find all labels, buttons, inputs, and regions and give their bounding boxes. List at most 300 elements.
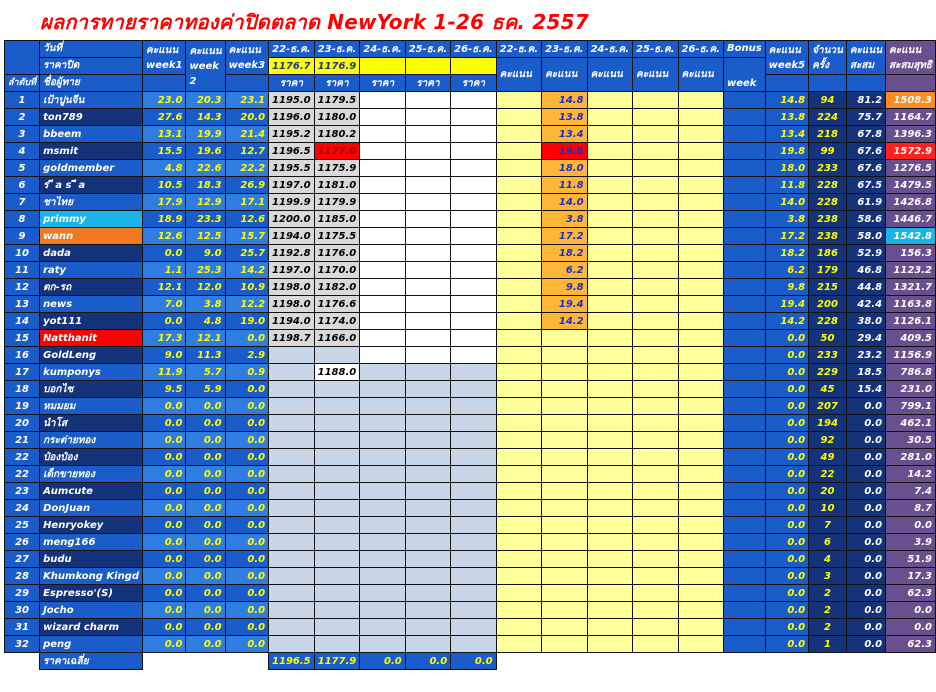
score-cell-5 xyxy=(678,330,723,347)
week2-cell: 0.0 xyxy=(186,466,225,483)
score-cell-4 xyxy=(633,381,678,398)
net-total-cell: 281.0 xyxy=(886,449,936,466)
score-cell-4 xyxy=(633,500,678,517)
header-close-price: ราคาปิด xyxy=(40,58,143,75)
week1-cell: 9.0 xyxy=(143,347,186,364)
week1-cell: 0.0 xyxy=(143,466,186,483)
score-cell-3 xyxy=(587,636,632,653)
score-cell-3 xyxy=(587,109,632,126)
price-cell-3 xyxy=(360,585,405,602)
accumulated-cell: 44.8 xyxy=(846,279,885,296)
accumulated-cell: 0.0 xyxy=(846,517,885,534)
net-total-cell: 1156.9 xyxy=(886,347,936,364)
score-cell-4 xyxy=(633,194,678,211)
accumulated-cell: 0.0 xyxy=(846,551,885,568)
week3-cell: 19.0 xyxy=(225,313,268,330)
score-cell-2: 13.4 xyxy=(542,126,587,143)
table-row xyxy=(5,109,936,126)
name-cell: เด็กขายทอง xyxy=(40,466,143,483)
net-total-cell: 51.9 xyxy=(886,551,936,568)
header-score-date-4: 25-ธ.ค. xyxy=(633,41,678,58)
score-cell-2 xyxy=(542,364,587,381)
price-cell-2 xyxy=(314,466,360,483)
name-cell: Aumcute xyxy=(40,483,143,500)
bonus-cell xyxy=(723,92,765,109)
score-cell-5 xyxy=(678,245,723,262)
count-cell: 22 xyxy=(809,466,847,483)
week5-cell: 14.2 xyxy=(765,313,808,330)
price-cell-1 xyxy=(269,432,315,449)
header-row-3 xyxy=(5,75,936,92)
header-price-date-1: 22-ธ.ค. xyxy=(269,41,315,58)
header-accumulated: คะแนน สะสม xyxy=(846,41,885,75)
score-cell-2: 19.4 xyxy=(542,296,587,313)
price-cell-2: 1188.0 xyxy=(314,364,360,381)
count-cell: 228 xyxy=(809,177,847,194)
price-cell-5 xyxy=(451,483,496,500)
table-row xyxy=(5,568,936,585)
week2-cell: 22.6 xyxy=(186,160,225,177)
header-close-value-5 xyxy=(451,58,496,75)
net-total-cell: 0.0 xyxy=(886,619,936,636)
header-blank-week1 xyxy=(143,75,186,92)
price-cell-3 xyxy=(360,92,405,109)
net-total-cell: 156.3 xyxy=(886,245,936,262)
price-cell-4 xyxy=(405,449,450,466)
price-cell-2: 1177.0 xyxy=(314,143,360,160)
header-net-total: คะแนน สะสมสุทธิ xyxy=(886,41,936,75)
net-total-cell: 1396.3 xyxy=(886,126,936,143)
rank-cell: 26 xyxy=(5,534,40,551)
score-cell-2: 19.8 xyxy=(542,143,587,160)
score-cell-4 xyxy=(633,364,678,381)
week3-cell: 12.7 xyxy=(225,143,268,160)
price-cell-2 xyxy=(314,381,360,398)
name-cell: budu xyxy=(40,551,143,568)
bonus-cell xyxy=(723,381,765,398)
net-total-cell: 1572.9 xyxy=(886,143,936,160)
score-cell-5 xyxy=(678,160,723,177)
price-cell-3 xyxy=(360,449,405,466)
week1-cell: 0.0 xyxy=(143,551,186,568)
score-cell-3 xyxy=(587,551,632,568)
score-cell-5 xyxy=(678,347,723,364)
score-cell-3 xyxy=(587,415,632,432)
price-cell-5 xyxy=(451,279,496,296)
week1-cell: 0.0 xyxy=(143,636,186,653)
header-score-date-3: 24-ธ.ค. xyxy=(587,41,632,58)
week2-cell: 19.9 xyxy=(186,126,225,143)
table-row xyxy=(5,228,936,245)
accumulated-cell: 75.7 xyxy=(846,109,885,126)
week3-cell: 0.0 xyxy=(225,568,268,585)
week1-cell: 0.0 xyxy=(143,398,186,415)
bonus-cell xyxy=(723,126,765,143)
score-cell-4 xyxy=(633,483,678,500)
score-cell-3 xyxy=(587,602,632,619)
price-cell-5 xyxy=(451,347,496,364)
week3-cell: 15.7 xyxy=(225,228,268,245)
price-cell-4 xyxy=(405,262,450,279)
price-cell-2: 1174.0 xyxy=(314,313,360,330)
name-cell: msmit xyxy=(40,143,143,160)
price-cell-2 xyxy=(314,415,360,432)
count-cell: 228 xyxy=(809,194,847,211)
count-cell: 179 xyxy=(809,262,847,279)
name-cell: bbeem xyxy=(40,126,143,143)
rank-cell: 24 xyxy=(5,500,40,517)
price-cell-2: 1179.9 xyxy=(314,194,360,211)
header-guesser-name: ชื่อผู้ทาย xyxy=(40,75,143,92)
header-close-value-4 xyxy=(405,58,450,75)
score-cell-1 xyxy=(496,177,541,194)
week2-cell: 9.0 xyxy=(186,245,225,262)
name-cell: ร ี a s ี a xyxy=(40,177,143,194)
score-cell-4 xyxy=(633,160,678,177)
name-cell: Espresso'(S) xyxy=(40,585,143,602)
price-cell-5 xyxy=(451,619,496,636)
score-cell-4 xyxy=(633,398,678,415)
name-cell: หมมยม xyxy=(40,398,143,415)
price-cell-5 xyxy=(451,126,496,143)
name-cell: นำโส xyxy=(40,415,143,432)
week5-cell: 0.0 xyxy=(765,449,808,466)
price-cell-5 xyxy=(451,177,496,194)
header-rank: ลำดับที่ xyxy=(5,75,40,92)
price-cell-1 xyxy=(269,347,315,364)
name-cell: ชาไทย xyxy=(40,194,143,211)
header-price-date-5: 26-ธ.ค. xyxy=(451,41,496,58)
price-cell-5 xyxy=(451,245,496,262)
table-row xyxy=(5,517,936,534)
week1-cell: 0.0 xyxy=(143,483,186,500)
header-week3: คะแนน week3 xyxy=(225,41,268,75)
price-cell-1 xyxy=(269,568,315,585)
price-cell-4 xyxy=(405,143,450,160)
table-header xyxy=(5,41,936,92)
score-cell-3 xyxy=(587,398,632,415)
score-cell-3 xyxy=(587,585,632,602)
week5-cell: 0.0 xyxy=(765,619,808,636)
table-row xyxy=(5,313,936,330)
header-row-1 xyxy=(5,41,936,58)
score-cell-5 xyxy=(678,143,723,160)
rank-cell: 18 xyxy=(5,381,40,398)
score-cell-1 xyxy=(496,347,541,364)
count-cell: 10 xyxy=(809,500,847,517)
bonus-cell xyxy=(723,568,765,585)
price-cell-4 xyxy=(405,602,450,619)
net-total-cell: 1508.3 xyxy=(886,92,936,109)
name-cell: บอกไซ xyxy=(40,381,143,398)
count-cell: 49 xyxy=(809,449,847,466)
score-cell-1 xyxy=(496,398,541,415)
price-cell-1 xyxy=(269,534,315,551)
score-cell-4 xyxy=(633,177,678,194)
accumulated-cell: 52.9 xyxy=(846,245,885,262)
score-cell-3 xyxy=(587,211,632,228)
score-cell-5 xyxy=(678,602,723,619)
price-cell-1: 1197.0 xyxy=(269,177,315,194)
score-cell-4 xyxy=(633,92,678,109)
average-value-5: 0.0 xyxy=(451,653,496,670)
week3-cell: 26.9 xyxy=(225,177,268,194)
header-price-date-3: 24-ธ.ค. xyxy=(360,41,405,58)
week2-cell: 0.0 xyxy=(186,500,225,517)
price-cell-2 xyxy=(314,347,360,364)
week1-cell: 23.0 xyxy=(143,92,186,109)
score-cell-1 xyxy=(496,500,541,517)
rank-cell: 22 xyxy=(5,466,40,483)
header-score-1: คะแนน xyxy=(496,58,541,92)
week2-cell: 12.5 xyxy=(186,228,225,245)
rank-cell: 29 xyxy=(5,585,40,602)
table-row xyxy=(5,211,936,228)
score-cell-2 xyxy=(542,602,587,619)
score-cell-5 xyxy=(678,296,723,313)
table-row xyxy=(5,602,936,619)
price-cell-3 xyxy=(360,228,405,245)
header-price-label-3: ราคา xyxy=(360,75,405,92)
table-row xyxy=(5,415,936,432)
score-cell-5 xyxy=(678,381,723,398)
score-cell-4 xyxy=(633,585,678,602)
price-cell-3 xyxy=(360,109,405,126)
score-cell-1 xyxy=(496,449,541,466)
score-cell-2 xyxy=(542,330,587,347)
price-cell-1 xyxy=(269,619,315,636)
week2-cell: 12.1 xyxy=(186,330,225,347)
price-cell-3 xyxy=(360,364,405,381)
score-cell-4 xyxy=(633,211,678,228)
price-cell-2 xyxy=(314,500,360,517)
week3-cell: 0.0 xyxy=(225,585,268,602)
price-cell-4 xyxy=(405,568,450,585)
score-cell-2 xyxy=(542,568,587,585)
average-value-1: 1196.5 xyxy=(269,653,315,670)
price-cell-4 xyxy=(405,500,450,517)
price-cell-3 xyxy=(360,347,405,364)
price-cell-5 xyxy=(451,296,496,313)
week1-cell: 0.0 xyxy=(143,245,186,262)
table-row xyxy=(5,160,936,177)
score-cell-3 xyxy=(587,364,632,381)
week3-cell: 0.9 xyxy=(225,364,268,381)
week2-cell: 0.0 xyxy=(186,398,225,415)
rank-cell: 3 xyxy=(5,126,40,143)
bonus-cell xyxy=(723,160,765,177)
score-cell-4 xyxy=(633,568,678,585)
price-cell-5 xyxy=(451,262,496,279)
bonus-cell xyxy=(723,262,765,279)
name-cell: wann xyxy=(40,228,143,245)
price-cell-1: 1196.0 xyxy=(269,109,315,126)
header-week5: คะแนน week5 xyxy=(765,41,808,75)
price-cell-1: 1195.0 xyxy=(269,92,315,109)
score-cell-4 xyxy=(633,466,678,483)
accumulated-cell: 0.0 xyxy=(846,398,885,415)
price-cell-2 xyxy=(314,568,360,585)
score-cell-1 xyxy=(496,262,541,279)
price-cell-3 xyxy=(360,262,405,279)
score-cell-2 xyxy=(542,483,587,500)
price-cell-1 xyxy=(269,585,315,602)
price-cell-5 xyxy=(451,228,496,245)
price-cell-1: 1194.0 xyxy=(269,228,315,245)
score-cell-3 xyxy=(587,228,632,245)
price-cell-4 xyxy=(405,432,450,449)
score-cell-3 xyxy=(587,466,632,483)
price-cell-4 xyxy=(405,483,450,500)
table-row xyxy=(5,194,936,211)
score-cell-5 xyxy=(678,534,723,551)
count-cell: 4 xyxy=(809,551,847,568)
name-cell: peng xyxy=(40,636,143,653)
score-cell-1 xyxy=(496,160,541,177)
week5-cell: 19.8 xyxy=(765,143,808,160)
score-cell-5 xyxy=(678,500,723,517)
table-row xyxy=(5,347,936,364)
table-row xyxy=(5,534,936,551)
bonus-cell xyxy=(723,534,765,551)
price-cell-1 xyxy=(269,483,315,500)
accumulated-cell: 18.5 xyxy=(846,364,885,381)
rank-cell: 11 xyxy=(5,262,40,279)
score-cell-5 xyxy=(678,279,723,296)
price-cell-2 xyxy=(314,432,360,449)
price-cell-1 xyxy=(269,415,315,432)
week2-cell: 0.0 xyxy=(186,432,225,449)
accumulated-cell: 0.0 xyxy=(846,432,885,449)
score-cell-2: 13.8 xyxy=(542,109,587,126)
week3-cell: 21.4 xyxy=(225,126,268,143)
score-cell-4 xyxy=(633,313,678,330)
name-cell: ตก-รถ xyxy=(40,279,143,296)
score-cell-2: 18.2 xyxy=(542,245,587,262)
week2-cell: 5.9 xyxy=(186,381,225,398)
score-cell-4 xyxy=(633,245,678,262)
week3-cell: 12.6 xyxy=(225,211,268,228)
week3-cell: 0.0 xyxy=(225,500,268,517)
price-cell-2 xyxy=(314,585,360,602)
price-cell-4 xyxy=(405,347,450,364)
table-row xyxy=(5,330,936,347)
header-price-label-4: ราคา xyxy=(405,75,450,92)
name-cell: Jocho xyxy=(40,602,143,619)
average-value-2: 1177.9 xyxy=(314,653,360,670)
week5-cell: 0.0 xyxy=(765,551,808,568)
score-cell-4 xyxy=(633,432,678,449)
rank-cell: 4 xyxy=(5,143,40,160)
bonus-cell xyxy=(723,109,765,126)
table-row xyxy=(5,177,936,194)
header-score-2: คะแนน xyxy=(542,58,587,92)
week5-cell: 0.0 xyxy=(765,398,808,415)
price-cell-1 xyxy=(269,466,315,483)
accumulated-cell: 67.8 xyxy=(846,126,885,143)
week5-cell: 0.0 xyxy=(765,432,808,449)
score-cell-3 xyxy=(587,483,632,500)
score-cell-1 xyxy=(496,568,541,585)
net-total-cell: 409.5 xyxy=(886,330,936,347)
footer-gap xyxy=(143,653,269,670)
week5-cell: 0.0 xyxy=(765,415,808,432)
score-cell-2: 3.8 xyxy=(542,211,587,228)
week5-cell: 0.0 xyxy=(765,636,808,653)
price-cell-5 xyxy=(451,636,496,653)
week5-cell: 19.4 xyxy=(765,296,808,313)
net-total-cell: 62.3 xyxy=(886,585,936,602)
price-cell-4 xyxy=(405,381,450,398)
price-cell-2: 1179.5 xyxy=(314,92,360,109)
count-cell: 233 xyxy=(809,160,847,177)
price-cell-3 xyxy=(360,211,405,228)
name-cell: ton789 xyxy=(40,109,143,126)
accumulated-cell: 0.0 xyxy=(846,483,885,500)
week1-cell: 4.8 xyxy=(143,160,186,177)
rank-cell: 10 xyxy=(5,245,40,262)
score-cell-5 xyxy=(678,126,723,143)
name-cell: yot111 xyxy=(40,313,143,330)
score-cell-2 xyxy=(542,534,587,551)
score-cell-2 xyxy=(542,398,587,415)
score-cell-3 xyxy=(587,432,632,449)
bonus-cell xyxy=(723,636,765,653)
net-total-cell: 0.0 xyxy=(886,602,936,619)
accumulated-cell: 0.0 xyxy=(846,602,885,619)
table-row xyxy=(5,381,936,398)
score-cell-3 xyxy=(587,177,632,194)
score-cell-4 xyxy=(633,330,678,347)
header-score-date-2: 23-ธ.ค. xyxy=(542,41,587,58)
rank-cell: 21 xyxy=(5,432,40,449)
count-cell: 224 xyxy=(809,109,847,126)
week5-cell: 0.0 xyxy=(765,364,808,381)
count-cell: 228 xyxy=(809,313,847,330)
name-cell: กระต่ายทอง xyxy=(40,432,143,449)
bonus-cell xyxy=(723,466,765,483)
count-cell: 2 xyxy=(809,585,847,602)
header-count: จำนวน ครั้ง xyxy=(809,41,847,75)
score-cell-1 xyxy=(496,534,541,551)
accumulated-cell: 58.0 xyxy=(846,228,885,245)
count-cell: 45 xyxy=(809,381,847,398)
week3-cell: 0.0 xyxy=(225,551,268,568)
week5-cell: 9.8 xyxy=(765,279,808,296)
week2-cell: 0.0 xyxy=(186,415,225,432)
rank-cell: 12 xyxy=(5,279,40,296)
rank-cell: 25 xyxy=(5,517,40,534)
rank-cell: 31 xyxy=(5,619,40,636)
week5-cell: 14.0 xyxy=(765,194,808,211)
week2-cell: 23.3 xyxy=(186,211,225,228)
score-cell-4 xyxy=(633,619,678,636)
table-row xyxy=(5,466,936,483)
score-cell-2: 14.2 xyxy=(542,313,587,330)
score-cell-3 xyxy=(587,534,632,551)
price-cell-5 xyxy=(451,398,496,415)
week5-cell: 14.8 xyxy=(765,92,808,109)
price-cell-5 xyxy=(451,330,496,347)
table-row xyxy=(5,500,936,517)
week5-cell: 3.8 xyxy=(765,211,808,228)
score-cell-5 xyxy=(678,517,723,534)
score-cell-3 xyxy=(587,568,632,585)
price-cell-4 xyxy=(405,466,450,483)
net-total-cell: 1163.8 xyxy=(886,296,936,313)
header-spacer xyxy=(5,41,40,75)
price-cell-2: 1175.9 xyxy=(314,160,360,177)
